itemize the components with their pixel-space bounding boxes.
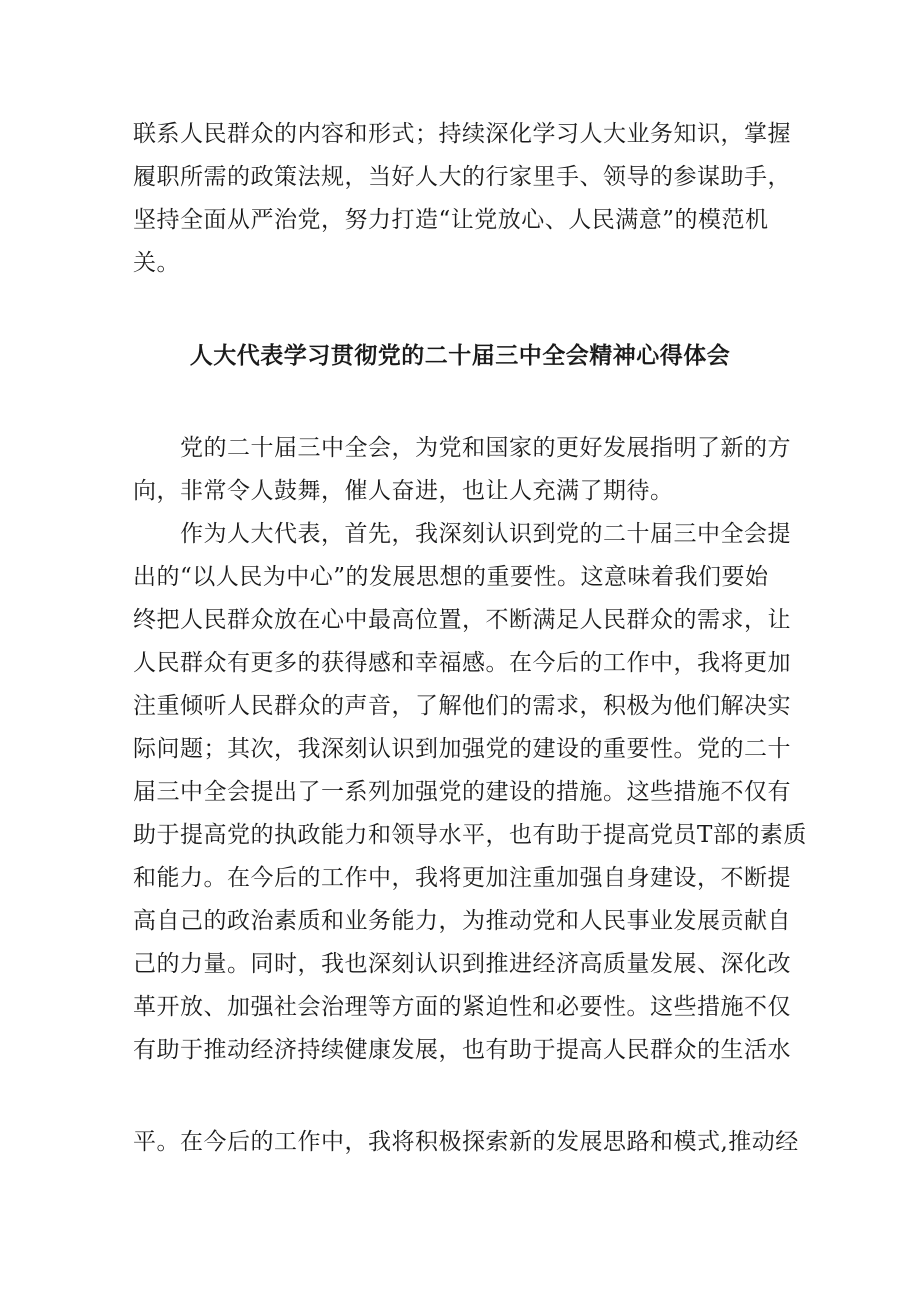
paragraph2-line-12: 革开放、加强社会治理等方面的紧迫性和必要性。这些措施不仅 xyxy=(133,994,791,1020)
document-title: 人大代表学习贯彻党的二十届三中全会精神心得体会 xyxy=(189,343,731,369)
paragraph2-line-13: 有助于推动经济持续健康发展，也有助于提高人民群众的生活水 xyxy=(133,1037,791,1063)
paragraph2-line-6: 际问题；其次，我深刻认识到加强党的建设的重要性。党的二十 xyxy=(133,736,791,762)
paragraph2-line-11: 己的力量。同时，我也深刻认识到推进经济高质量发展、深化改 xyxy=(133,951,791,977)
paragraph2-line-5: 注重倾听人民群众的声音，了解他们的需求，积极为他们解决实 xyxy=(133,693,791,719)
intro-line-3: 坚持全面从严治党，努力打造“让党放心、人民满意”的模范机 xyxy=(133,207,769,233)
paragraph2-line-10: 高自己的政治素质和业务能力，为推动党和人民事业发展贡献自 xyxy=(133,908,791,934)
paragraph2-line-8: 助于提高党的执政能力和领导水平，也有助于提高党员T部的素质 xyxy=(133,822,807,848)
intro-line-4: 关。 xyxy=(133,250,180,276)
paragraph2-line-3: 终把人民群众放在心中最高位置，不断满足人民群众的需求，让 xyxy=(133,607,791,633)
paragraph2-line-7: 届三中全会提出了一系列加强党的建设的措施。这些措施不仅有 xyxy=(133,779,791,805)
paragraph2-line-4: 人民群众有更多的获得感和幸福感。在今后的工作中，我将更加 xyxy=(133,650,791,676)
paragraph2-line-1: 作为人大代表，首先，我深刻认识到党的二十届三中全会提 xyxy=(180,521,791,547)
intro-line-1: 联系人民群众的内容和形式；持续深化学习人大业务知识，掌握 xyxy=(133,121,791,147)
intro-line-2: 履职所需的政策法规，当好人大的行家里手、领导的参谋助手， xyxy=(133,164,791,190)
paragraph2-line-9: 和能力。在今后的工作中，我将更加注重加强自身建设，不断提 xyxy=(133,865,791,891)
paragraph1-line-2: 向，非常令人鼓舞，催人奋进，也让人充满了期待。 xyxy=(133,478,674,504)
paragraph1-line-1: 党的二十届三中全会，为党和国家的更好发展指明了新的方 xyxy=(180,435,791,461)
paragraph2-line-2: 出的“以人民为中心”的发展思想的重要性。这意味着我们要始 xyxy=(133,564,769,590)
continuation-line: 平。在今后的工作中，我将积极探索新的发展思路和模式,推动经 xyxy=(133,1129,799,1155)
